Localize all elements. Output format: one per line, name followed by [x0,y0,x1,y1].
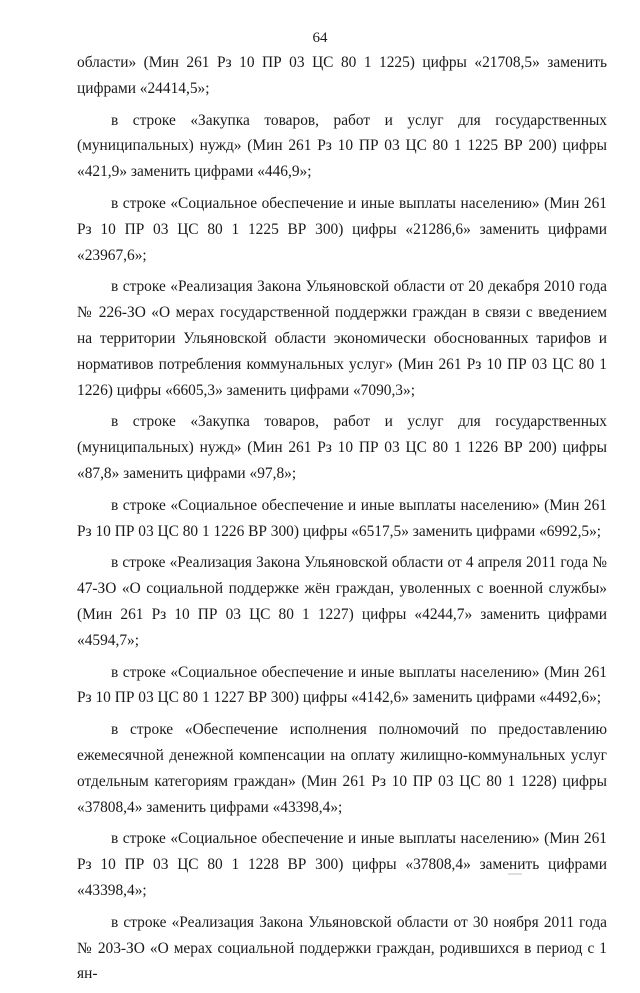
document-body [77,50,607,993]
scan-artifact [508,873,522,875]
paragraph-6: в строке «Социальное обеспечение и иные выплаты населению» (Мин 261 Рз 10 ПР 03 ЦС 80 1 1226 ВР 300) цифры «6517,5» заменить цифрами «6992,5»; [77,496,607,540]
paragraph-8: в строке «Социальное обеспечение и иные выплаты населению» (Мин 261 Рз 10 ПР 03 ЦС 80 1 1227 ВР 300) цифры «4142,6» заменить цифрами «4492,6»; [77,663,607,707]
paragraph-7: в строке «Реализация Закона Ульяновской области от 4 апреля 2011 года № 47-ЗО «О социальной поддержке жён граждан, уволенных с военной службы» (Мин 261 Рз 10 ПР 03 ЦС 80 1 1227) цифры «4244,7» заменить цифрами «4594,7»; [77,554,607,649]
paragraph-9: в строке «Обеспечение исполнения полномочий по предоставлению ежемесячной денежной компенсации на оплату жилищно-коммунальных услуг отдельным категориям граждан» (Мин 261 Рз 10 ПР 03 ЦС 80 1 1228) цифры «37808,4» заменить цифрами «43398,4»; [77,721,607,816]
paragraph-11: в строке «Реализация Закона Ульяновской области от 30 ноября 2011 года № 203-ЗО «О мерах социальной поддержки граждан, родившихся в период с 1 ян- [77,913,607,983]
paragraph-1: области» (Мин 261 Рз 10 ПР 03 ЦС 80 1 1225) цифры «21708,5» заменить цифрами «24414,5»; [77,54,607,97]
paragraph-3: в строке «Социальное обеспечение и иные выплаты населению» (Мин 261 Рз 10 ПР 03 ЦС 80 1 1225 ВР 300) цифры «21286,6» заменить цифрами «23967,6»; [77,194,607,264]
paragraph-2: в строке «Закупка товаров, работ и услуг для государственных (муниципальных) нужд» (Мин 261 Рз 10 ПР 03 ЦС 80 1 1225 ВР 200) цифры «421,9» заменить цифрами «446,9»; [77,111,607,181]
page-number: 64 [312,30,328,46]
paragraph-4: в строке «Реализация Закона Ульяновской области от 20 декабря 2010 года № 226-ЗО «О мерах государственной поддержки граждан в связи с введением на территории Ульяновской области экономически обоснованных тарифов и нормативов потребления коммунальных услуг» (Мин 261 Рз 10 ПР 03 ЦС 80 1 1226) цифры «6605,3» заменить цифрами «7090,3»; [77,278,607,399]
paragraph-5: в строке «Закупка товаров, работ и услуг для государственных (муниципальных) нужд» (Мин 261 Рз 10 ПР 03 ЦС 80 1 1226 ВР 200) цифры «87,8» заменить цифрами «97,8»; [77,413,607,482]
paragraph-10: в строке «Социальное обеспечение и иные выплаты населению» (Мин 261 Рз 10 ПР 03 ЦС 80 1 1228 ВР 300) цифры «37808,4» заменить цифрами «43398,4»; [77,830,607,899]
